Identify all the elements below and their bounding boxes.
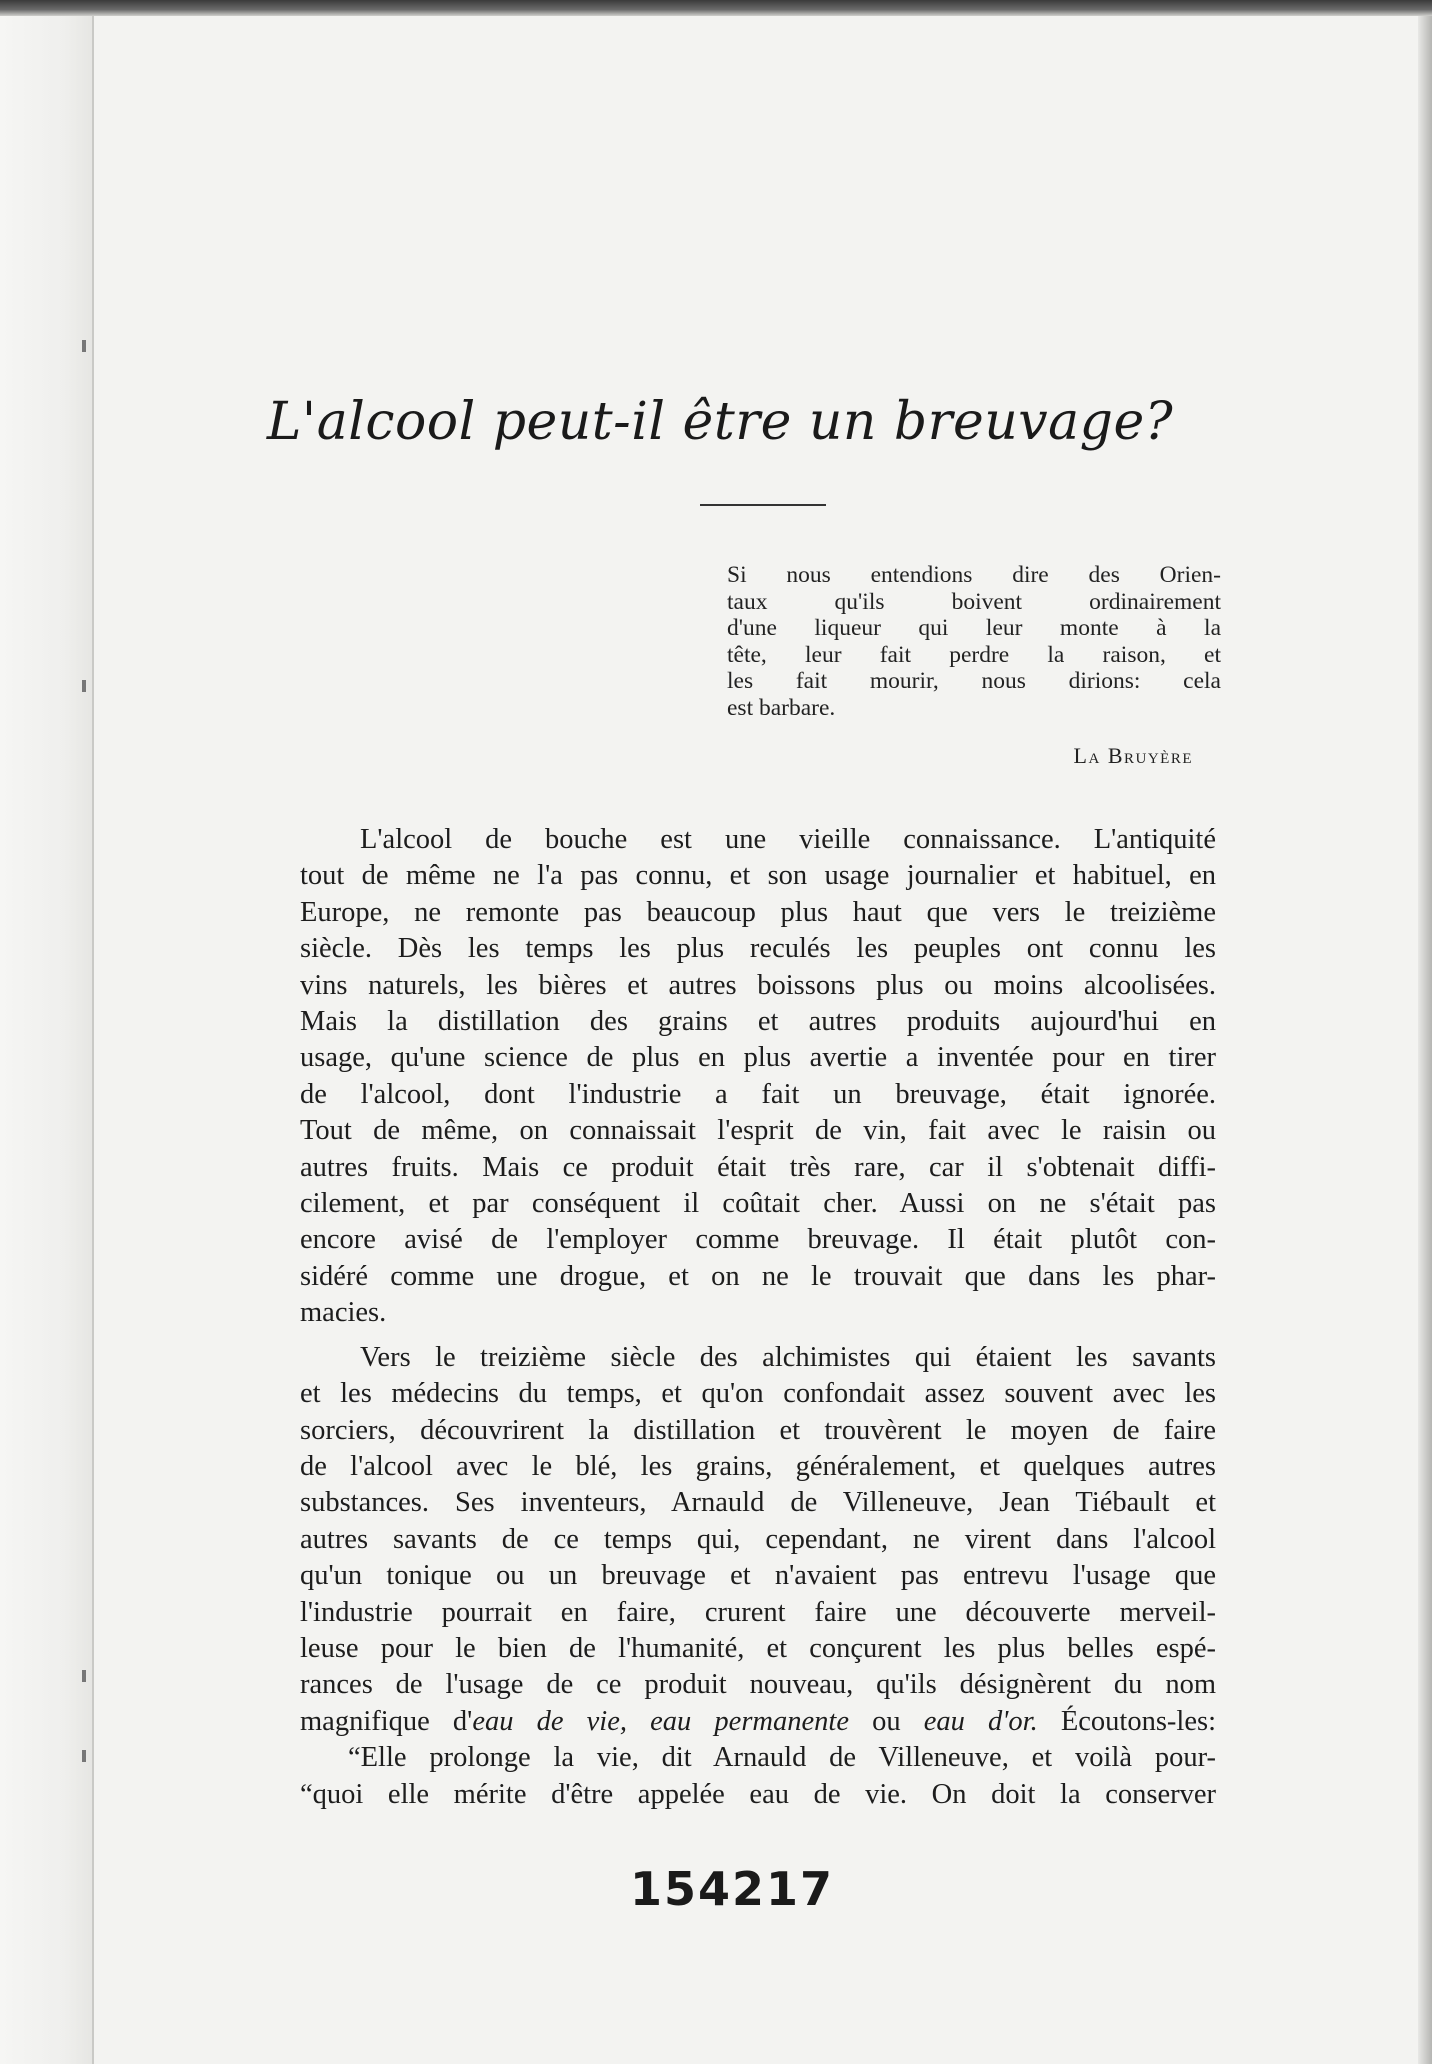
paragraph-2-line: Vers le treizième siècle des alchimistes qui étaient les savants	[360, 1341, 1216, 1373]
paragraph-2-line: leuse pour le bien de l'humanité, et conçurent les plus belles espé-	[300, 1632, 1216, 1664]
text-run: ou	[848, 1705, 924, 1737]
paragraph-1-line: encore avisé de l'employer comme breuvage. Il était plutôt con-	[300, 1224, 1216, 1256]
margin-mark	[82, 680, 86, 692]
title-divider	[700, 504, 826, 506]
scan-left-margin	[0, 16, 94, 2064]
paragraph-1-line: L'alcool de bouche est une vieille connaissance. L'antiquité	[360, 824, 1216, 855]
paragraph-1-line: vins naturels, les bières et autres boissons plus ou moins alcoolisées.	[300, 969, 1216, 1001]
paragraph-2-line: substances. Ses inventeurs, Arnauld de Villeneuve, Jean Tiébault et	[300, 1487, 1216, 1519]
paragraph-1-line: sidéré comme une drogue, et on ne le trouvait que dans les phar-	[300, 1260, 1216, 1292]
epigraph-line: taux qu'ils boivent ordinairement	[727, 588, 1221, 615]
paragraph-gap	[300, 1332, 1216, 1340]
body-text	[300, 822, 1216, 1813]
paragraph-1-line: macies.	[300, 1297, 387, 1329]
scan-top-edge	[0, 0, 1432, 16]
epigraph-line: Si nous entendions dire des Orien-	[727, 562, 1221, 588]
page-title: L'alcool peut-il être un breuvage?	[266, 392, 1174, 452]
quote-line: “quoi elle mérite d'être appelée eau de vie. On doit la conserver	[300, 1778, 1216, 1810]
paragraph-1-line: cilement, et par conséquent il coûtait cher. Aussi on ne s'était pas	[300, 1188, 1216, 1220]
paragraph-1-line: Europe, ne remonte pas beaucoup plus haut que vers le treizième	[300, 896, 1216, 928]
paragraph-2-last-line	[300, 1704, 1216, 1740]
quote-line: “Elle prolonge la vie, dit Arnauld de Villeneuve, et voilà pour-	[348, 1742, 1216, 1774]
epigraph-line: est barbare.	[727, 694, 836, 721]
paragraph-1-line: Mais la distillation des grains et autres produits aujourd'hui en	[300, 1006, 1216, 1038]
paragraph-2-line: sorciers, découvrirent la distillation et trouvèrent le moyen de faire	[300, 1414, 1216, 1446]
paragraph-2-line: et les médecins du temps, et qu'on confondait assez souvent avec les	[300, 1378, 1216, 1410]
paragraph-1-line: de l'alcool, dont l'industrie a fait un breuvage, était ignorée.	[300, 1078, 1216, 1110]
paragraph-2-line: rances de l'usage de ce produit nouveau, qu'ils désignèrent du nom	[300, 1669, 1216, 1701]
margin-mark	[82, 340, 86, 352]
paragraph-2-line: qu'un tonique ou un breuvage et n'avaient pas entrevu l'usage que	[300, 1560, 1216, 1592]
epigraph-line: d'une liqueur qui leur monte à la	[727, 615, 1221, 641]
paragraph-2-line: autres savants de ce temps qui, cependant, ne virent dans l'alcool	[300, 1523, 1216, 1555]
epigraph-author: La Bruyère	[1073, 743, 1193, 768]
paragraph-1-line: siècle. Dès les temps les plus reculés les peuples ont connu les	[300, 933, 1216, 965]
text-run: Écoutons-les:	[1037, 1705, 1216, 1737]
epigraph	[727, 562, 1221, 721]
paragraph-1-line: autres fruits. Mais ce produit était très rare, car il s'obtenait diffi-	[300, 1151, 1216, 1183]
paragraph-2-line: l'industrie pourrait en faire, crurent faire une découverte merveil-	[300, 1596, 1216, 1628]
italic-phrase: eau de vie, eau permanente	[472, 1705, 849, 1737]
margin-mark	[82, 1750, 86, 1762]
epigraph-line: tête, leur fait perdre la raison, et	[727, 641, 1221, 668]
italic-phrase: eau d'or.	[923, 1705, 1038, 1737]
paragraph-1-line: usage, qu'une science de plus en plus avertie a inventée pour en tirer	[300, 1042, 1216, 1074]
margin-marks	[82, 340, 88, 1840]
scan-right-edge	[1418, 16, 1432, 2064]
paragraph-2-line: de l'alcool avec le blé, les grains, généralement, et quelques autres	[300, 1450, 1216, 1482]
paragraph-1-line: tout de même ne l'a pas connu, et son usage journalier et habituel, en	[300, 860, 1216, 892]
text-run: magnifique d'	[300, 1705, 473, 1737]
paragraph-1-line: Tout de même, on connaissait l'esprit de vin, fait avec le raisin ou	[300, 1115, 1216, 1147]
epigraph-line: les fait mourir, nous dirions: cela	[727, 668, 1221, 694]
page-number-stamp: 154217	[629, 1862, 835, 1916]
margin-mark	[82, 1670, 86, 1682]
